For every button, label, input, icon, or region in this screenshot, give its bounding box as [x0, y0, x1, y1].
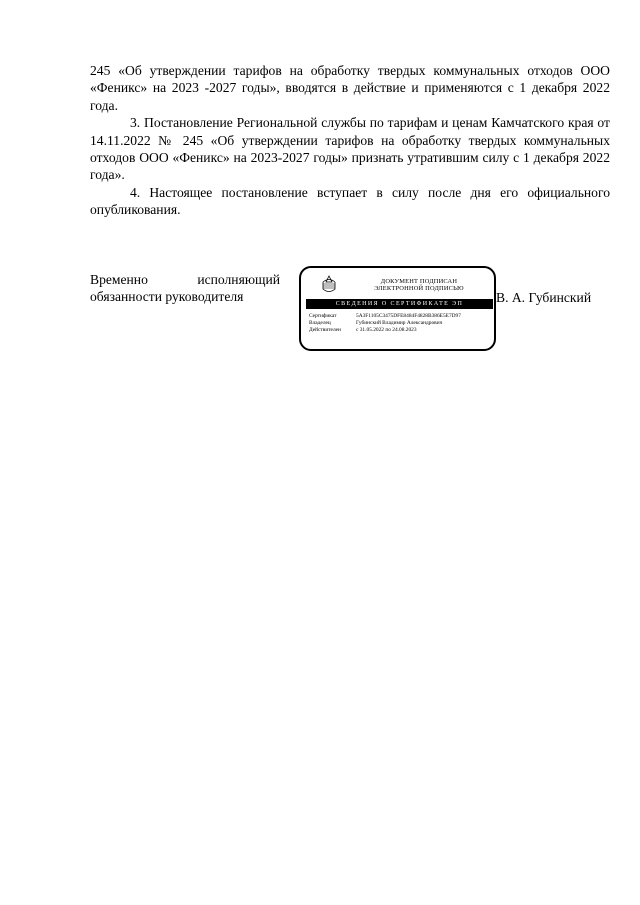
stamp-row-key: Действителен [309, 327, 341, 333]
paragraph-p3: 4. Настоящее постановление вступает в силу после дня его официального опубликования. [90, 184, 610, 218]
paragraph-p1: 245 «Об утверждении тарифов на обработку твердых коммунальных отходов ООО «Феникс» на 2023 -2027 годы», вводятся в действие и применяются с 1 декабря 2022 года. [90, 63, 610, 113]
stamp-certificate-band: СВЕДЕНИЯ О СЕРТИФИКАТЕ ЭП [306, 299, 493, 309]
signatory-role-word1: Временно [90, 272, 148, 287]
stamp-certificate-details [309, 313, 461, 334]
stamp-row-key: Сертификат [309, 313, 337, 319]
stamp-title-line2: ЭЛЕКТРОННОЙ ПОДПИСЬЮ [374, 285, 464, 293]
stamp-row-key: Владелец [309, 320, 331, 326]
stamp-row-validity [309, 327, 461, 334]
kamchatka-emblem-icon [319, 274, 339, 294]
stamp-title-line1: ДОКУМЕНТ ПОДПИСАН [380, 278, 458, 285]
stamp-row-owner [309, 320, 461, 327]
stamp-title [349, 278, 489, 293]
signatory-role-line2: обязанности руководителя [90, 289, 244, 305]
signatory-role-word2: исполняющий [197, 272, 280, 287]
signatory-role [90, 271, 280, 306]
stamp-row-value: 5A3F1105C3475DFE8484F4828B386E5E7D97 [356, 313, 461, 319]
paragraph-p2: 3. Постановление Региональной службы по тарифам и ценам Камчатского края от 14.11.2022 № 245 «Об утверждении тарифов на обработку твердых коммунальных отходов ООО «Феникс» на 2023-2027 годы» признать утратившим силу с 1 декабря 2022 года». [90, 115, 610, 183]
e-signature-stamp [299, 266, 496, 351]
stamp-row-value: с 31.05.2022 по 24.08.2023 [356, 327, 417, 333]
stamp-row-value: Губинский Владимир Александрович [356, 320, 443, 326]
signatory-role-line1 [90, 271, 280, 288]
document-body [90, 62, 610, 219]
stamp-row-certificate [309, 313, 461, 320]
signatory-name: В. А. Губинский [496, 290, 592, 305]
